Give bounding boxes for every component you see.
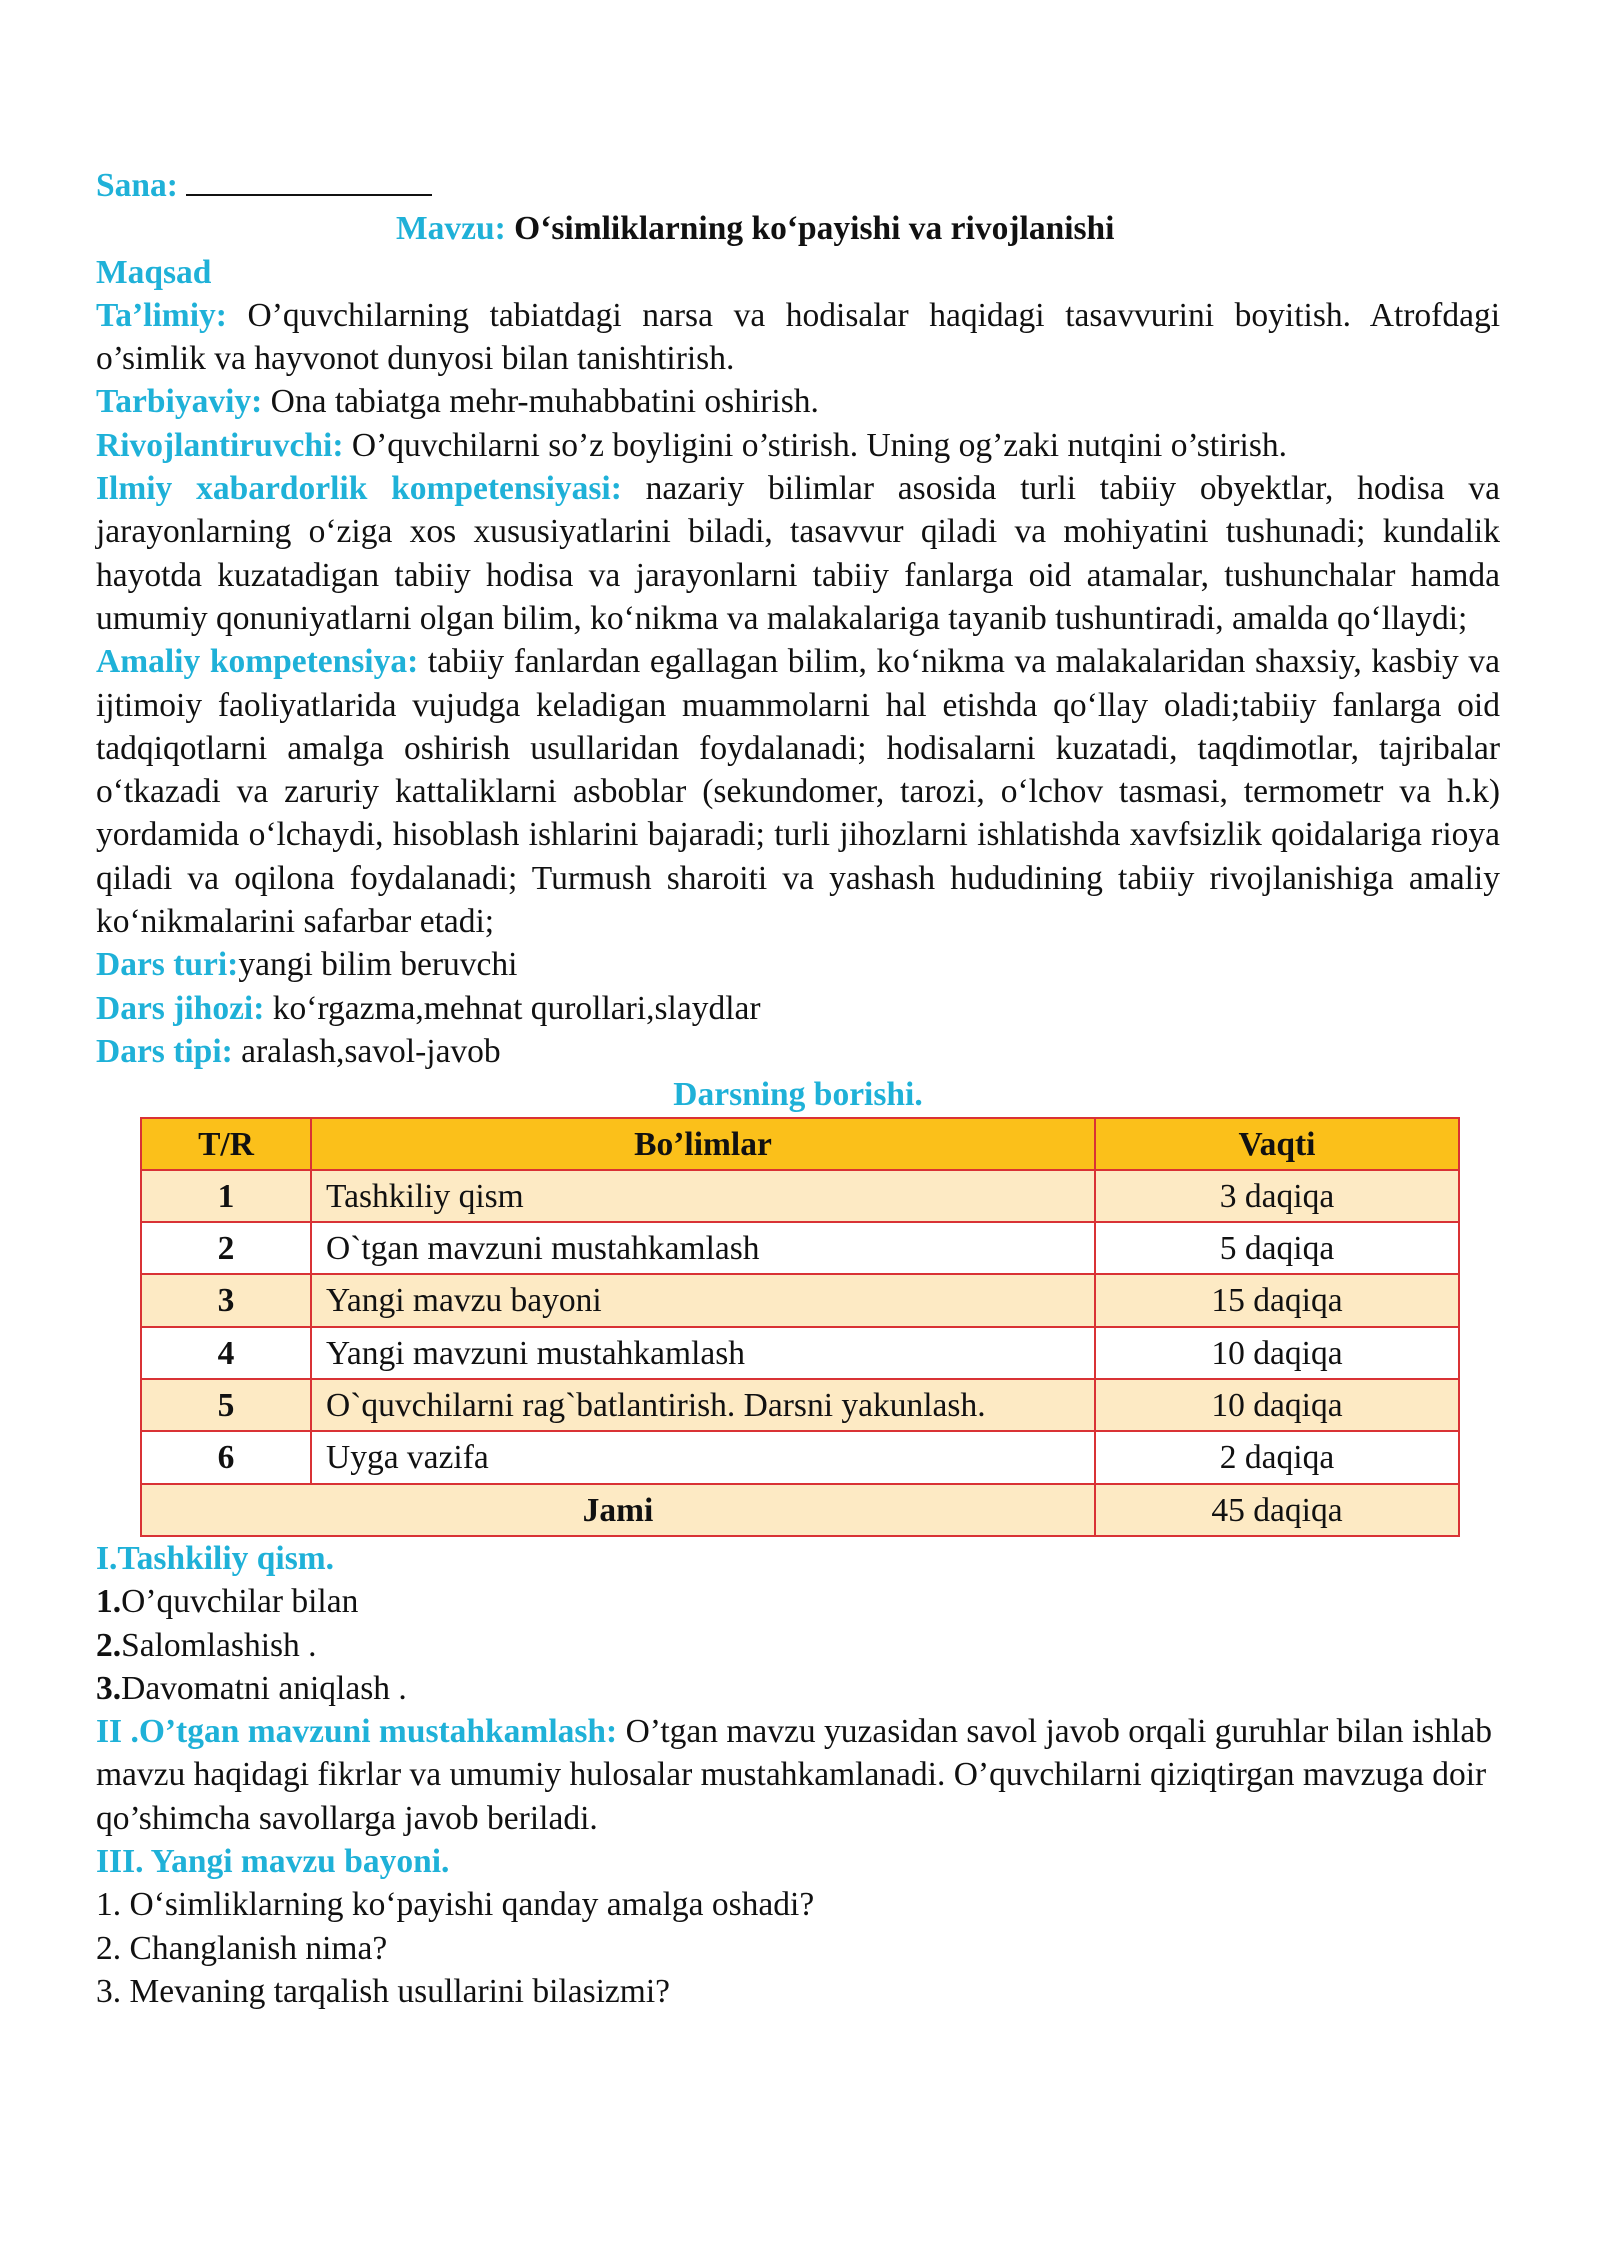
lesson-plan-document xyxy=(96,164,1500,2013)
developmental-label: Rivojlantiruvchi: xyxy=(96,426,344,464)
row-section: Yangi mavzu bayoni xyxy=(311,1274,1095,1326)
practical-label: Amaliy kompetensiya: xyxy=(96,643,419,681)
row-number: 5 xyxy=(141,1379,311,1431)
row-number: 2 xyxy=(141,1222,311,1274)
topic-title: O‘simliklarning ko‘payishi va rivojlanishi xyxy=(514,210,1115,248)
date-blank xyxy=(186,168,432,196)
practical-text: tabiiy fanlardan egallagan bilim, ko‘nikma va malakalaridan shaxsiy, kasbiy va ijtimoiy faoliyatlarida vujudga keladigan muammolarni hal etishda qo‘llay oladi;tabiiy fanlarga oid tadqiqotlarni amalga oshirish usullaridan foydalanadi; hodisalarni kuzatadi, taqdimotlar, tajribalar o‘tkazadi va zaruriy kattaliklarni asboblar (sekundomer, tarozi, o‘lchov tasmasi, termometr va h.k) yordamida o‘lchaydi, hisoblash ishlarini bajaradi; turli jihozlarni ishlatishda xavfsizlik qoidalariga rioya qiladi va oqilona foydalanadi; Turmush sharoiti va yashash hududining tabiiy rivojlanishiga amaliy ko‘nikmalarini safarbar etadi; xyxy=(96,643,1501,941)
developmental-text: O’quvchilarni so’z boyligini o’stirish. Uning og’zaki nutqini o’stirish. xyxy=(351,426,1288,464)
row-time: 3 daqiqa xyxy=(1095,1170,1459,1222)
header-sections: Bo’limlar xyxy=(311,1118,1095,1170)
table-total-row xyxy=(141,1484,1459,1536)
date-line xyxy=(96,164,1500,207)
row-section: Tashkiliy qism xyxy=(311,1170,1095,1222)
practical-competence xyxy=(96,640,1500,943)
row-time: 10 daqiqa xyxy=(1095,1379,1459,1431)
topic-label: Mavzu: xyxy=(396,210,506,248)
lesson-kind-label: Dars tipi: xyxy=(96,1032,233,1070)
lesson-type-label: Dars turi: xyxy=(96,946,239,984)
lesson-equipment xyxy=(96,987,1500,1030)
plan-heading: Darsning borishi. xyxy=(673,1076,923,1114)
row-time: 10 daqiqa xyxy=(1095,1327,1459,1379)
part3-question: 3. Mevaning tarqalish usullarini bilasizmi? xyxy=(96,1972,671,2010)
educational-text: O’quvchilarning tabiatdagi narsa va hodisalar haqidagi tasavvurini boyitish. Atrofdagi o’simlik va hayvonot dunyosi bilan tanishtirish. xyxy=(96,296,1501,378)
total-label: Jami xyxy=(141,1484,1095,1536)
part1-item-number: 3. xyxy=(96,1669,122,1707)
lesson-equipment-label: Dars jihozi: xyxy=(96,989,265,1027)
table-row xyxy=(141,1222,1459,1274)
part1-item-number: 1. xyxy=(96,1583,122,1621)
part1-item xyxy=(96,1580,1500,1623)
total-time: 45 daqiqa xyxy=(1095,1484,1459,1536)
scientific-competence xyxy=(96,467,1500,640)
part1-item xyxy=(96,1624,1500,1667)
date-label: Sana: xyxy=(96,167,178,204)
part1-item-text: Davomatni aniqlash . xyxy=(121,1669,407,1707)
row-time: 15 daqiqa xyxy=(1095,1274,1459,1326)
lesson-plan-table xyxy=(140,1117,1460,1537)
table-row xyxy=(141,1327,1459,1379)
educational-goal xyxy=(96,294,1500,381)
lesson-type-value: yangi bilim beruvchi xyxy=(238,946,518,984)
table-row xyxy=(141,1379,1459,1431)
lesson-equipment-value: ko‘rgazma,mehnat qurollari,slaydlar xyxy=(272,989,761,1027)
part3-question: 2. Changlanish nima? xyxy=(96,1929,388,1967)
row-section: O`quvchilarni rag`batlantirish. Darsni yakunlash. xyxy=(311,1379,1095,1431)
row-time: 2 daqiqa xyxy=(1095,1431,1459,1483)
part2-paragraph xyxy=(96,1710,1500,1840)
part1-item-number: 2. xyxy=(96,1626,122,1664)
row-number: 1 xyxy=(141,1170,311,1222)
row-time: 5 daqiqa xyxy=(1095,1222,1459,1274)
row-section: Yangi mavzuni mustahkamlash xyxy=(311,1327,1095,1379)
part1-item-text: Salomlashish . xyxy=(121,1626,317,1664)
developmental-goal xyxy=(96,424,1500,467)
educational-label: Ta’limiy: xyxy=(96,296,227,334)
part1-item-text: O’quvchilar bilan xyxy=(121,1583,359,1621)
row-section: Uyga vazifa xyxy=(311,1431,1095,1483)
goals-heading: Maqsad xyxy=(96,253,212,291)
part1-heading: I.Tashkiliy qism. xyxy=(96,1539,335,1577)
part2-text: O’tgan mavzu yuzasidan savol javob orqali guruhlar bilan ishlab mavzu haqidagi fikrlar va umumiy hulosalar mustahkamlanadi. O’quvchilarni qiziqtirgan mavzuga doir qo’shimcha savollarga javob beriladi. xyxy=(96,1713,1493,1837)
table-header-row xyxy=(141,1118,1459,1170)
upbringing-label: Tarbiyaviy: xyxy=(96,383,263,421)
upbringing-goal xyxy=(96,380,1500,423)
header-number: T/R xyxy=(141,1118,311,1170)
scientific-text: nazariy bilimlar asosida turli tabiiy obyektlar, hodisa va jarayonlarning o‘ziga xos xususiyatlarini biladi, tasavvur qiladi va mohiyatini tushunadi; kundalik hayotda kuzatadigan tabiiy hodisa va jarayonlarni tabiiy fanlarga oid atamalar, tushunchalar hamda umumiy qonuniyatlarni olgan bilim, ko‘nikma va malakalariga tayanib tushuntiradi, amalda qo‘llaydi; xyxy=(96,470,1500,637)
table-row xyxy=(141,1274,1459,1326)
table-row xyxy=(141,1431,1459,1483)
scientific-label: Ilmiy xabardorlik kompetensiyasi: xyxy=(96,470,622,508)
upbringing-text: Ona tabiatga mehr-muhabbatini oshirish. xyxy=(270,383,819,421)
part3-heading: III. Yangi mavzu bayoni. xyxy=(96,1842,450,1880)
header-time: Vaqti xyxy=(1095,1118,1459,1170)
part3-question: 1. O‘simliklarning ko‘payishi qanday amalga oshadi? xyxy=(96,1886,815,1924)
topic-line xyxy=(96,207,1500,250)
row-section: O`tgan mavzuni mustahkamlash xyxy=(311,1222,1095,1274)
lesson-type xyxy=(96,943,1500,986)
lesson-kind-value: aralash,savol-javob xyxy=(241,1032,501,1070)
row-number: 6 xyxy=(141,1431,311,1483)
lesson-kind xyxy=(96,1030,1500,1073)
part1-item xyxy=(96,1667,1500,1710)
table-row xyxy=(141,1170,1459,1222)
row-number: 4 xyxy=(141,1327,311,1379)
row-number: 3 xyxy=(141,1274,311,1326)
part2-heading: II .O’tgan mavzuni mustahkamlash: xyxy=(96,1713,618,1751)
